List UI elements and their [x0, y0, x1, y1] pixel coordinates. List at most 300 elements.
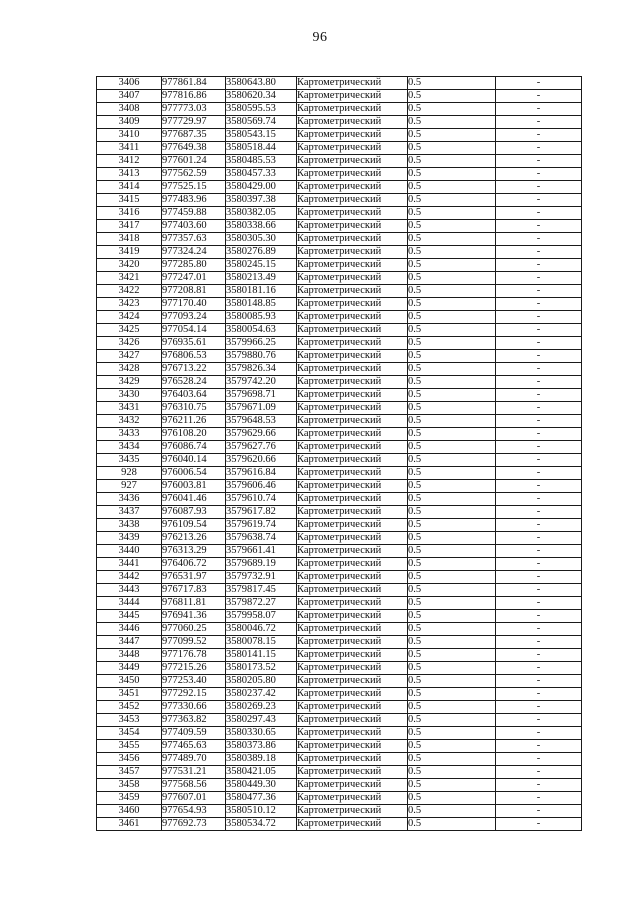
y-coordinate-cell: 3579698.71 [226, 389, 297, 402]
table-row [97, 792, 582, 805]
x-coordinate-cell: 976310.75 [162, 402, 226, 415]
table-row [97, 155, 582, 168]
note-cell: - [496, 259, 582, 272]
table-row [97, 636, 582, 649]
note-cell: - [496, 311, 582, 324]
accuracy-cell: 0.5 [408, 714, 496, 727]
page-number: 96 [312, 30, 328, 45]
point-number-cell: 3412 [97, 155, 162, 168]
point-number-cell: 3456 [97, 753, 162, 766]
point-number-cell: 3449 [97, 662, 162, 675]
note-cell: - [496, 688, 582, 701]
accuracy-cell: 0.5 [408, 493, 496, 506]
y-coordinate-cell: 3579742.20 [226, 376, 297, 389]
note-cell: - [496, 77, 582, 90]
y-coordinate-cell: 3579606.46 [226, 480, 297, 493]
note-cell: - [496, 402, 582, 415]
table-row [97, 623, 582, 636]
table-row [97, 311, 582, 324]
x-coordinate-cell: 976211.26 [162, 415, 226, 428]
point-number-cell: 3415 [97, 194, 162, 207]
coordinates-table [96, 76, 582, 831]
note-cell: - [496, 194, 582, 207]
point-number-cell: 3409 [97, 116, 162, 129]
y-coordinate-cell: 3580141.15 [226, 649, 297, 662]
table-row [97, 675, 582, 688]
method-cell: Картометрический [297, 818, 408, 831]
x-coordinate-cell: 977253.40 [162, 675, 226, 688]
method-cell: Картометрический [297, 441, 408, 454]
y-coordinate-cell: 3580449.30 [226, 779, 297, 792]
x-coordinate-cell: 977215.26 [162, 662, 226, 675]
y-coordinate-cell: 3580620.34 [226, 90, 297, 103]
method-cell: Картометрический [297, 792, 408, 805]
method-cell: Картометрический [297, 714, 408, 727]
note-cell: - [496, 714, 582, 727]
method-cell: Картометрический [297, 77, 408, 90]
y-coordinate-cell: 3579732.91 [226, 571, 297, 584]
note-cell: - [496, 298, 582, 311]
accuracy-cell: 0.5 [408, 610, 496, 623]
y-coordinate-cell: 3579620.66 [226, 454, 297, 467]
x-coordinate-cell: 977568.56 [162, 779, 226, 792]
y-coordinate-cell: 3579617.82 [226, 506, 297, 519]
method-cell: Картометрический [297, 389, 408, 402]
method-cell: Картометрический [297, 259, 408, 272]
table-row [97, 480, 582, 493]
x-coordinate-cell: 977330.66 [162, 701, 226, 714]
table-row [97, 532, 582, 545]
note-cell: - [496, 649, 582, 662]
accuracy-cell: 0.5 [408, 272, 496, 285]
x-coordinate-cell: 977687.35 [162, 129, 226, 142]
y-coordinate-cell: 3580397.38 [226, 194, 297, 207]
method-cell: Картометрический [297, 597, 408, 610]
note-cell: - [496, 220, 582, 233]
accuracy-cell: 0.5 [408, 571, 496, 584]
accuracy-cell: 0.5 [408, 285, 496, 298]
note-cell: - [496, 480, 582, 493]
point-number-cell: 3432 [97, 415, 162, 428]
point-number-cell: 3451 [97, 688, 162, 701]
note-cell: - [496, 441, 582, 454]
y-coordinate-cell: 3580148.85 [226, 298, 297, 311]
note-cell: - [496, 610, 582, 623]
table-row [97, 467, 582, 480]
accuracy-cell: 0.5 [408, 311, 496, 324]
table-row [97, 727, 582, 740]
point-number-cell: 3441 [97, 558, 162, 571]
point-number-cell: 3429 [97, 376, 162, 389]
x-coordinate-cell: 976941.36 [162, 610, 226, 623]
y-coordinate-cell: 3580429.00 [226, 181, 297, 194]
point-number-cell: 3425 [97, 324, 162, 337]
accuracy-cell: 0.5 [408, 636, 496, 649]
x-coordinate-cell: 976811.81 [162, 597, 226, 610]
method-cell: Картометрический [297, 519, 408, 532]
accuracy-cell: 0.5 [408, 818, 496, 831]
table-row [97, 779, 582, 792]
note-cell: - [496, 545, 582, 558]
x-coordinate-cell: 977170.40 [162, 298, 226, 311]
x-coordinate-cell: 977601.24 [162, 155, 226, 168]
x-coordinate-cell: 977324.24 [162, 246, 226, 259]
y-coordinate-cell: 3580078.15 [226, 636, 297, 649]
table-row [97, 324, 582, 337]
point-number-cell: 3410 [97, 129, 162, 142]
point-number-cell: 3457 [97, 766, 162, 779]
accuracy-cell: 0.5 [408, 454, 496, 467]
note-cell: - [496, 727, 582, 740]
point-number-cell: 3418 [97, 233, 162, 246]
method-cell: Картометрический [297, 740, 408, 753]
x-coordinate-cell: 977292.15 [162, 688, 226, 701]
x-coordinate-cell: 977363.82 [162, 714, 226, 727]
y-coordinate-cell: 3580338.66 [226, 220, 297, 233]
table-row [97, 766, 582, 779]
accuracy-cell: 0.5 [408, 233, 496, 246]
point-number-cell: 3406 [97, 77, 162, 90]
note-cell: - [496, 701, 582, 714]
y-coordinate-cell: 3580173.52 [226, 662, 297, 675]
table-row [97, 168, 582, 181]
x-coordinate-cell: 976313.29 [162, 545, 226, 558]
accuracy-cell: 0.5 [408, 90, 496, 103]
accuracy-cell: 0.5 [408, 623, 496, 636]
x-coordinate-cell: 977465.63 [162, 740, 226, 753]
method-cell: Картометрический [297, 766, 408, 779]
method-cell: Картометрический [297, 272, 408, 285]
y-coordinate-cell: 3580595.53 [226, 103, 297, 116]
accuracy-cell: 0.5 [408, 324, 496, 337]
y-coordinate-cell: 3580485.53 [226, 155, 297, 168]
accuracy-cell: 0.5 [408, 155, 496, 168]
method-cell: Картометрический [297, 467, 408, 480]
table-row [97, 129, 582, 142]
y-coordinate-cell: 3580330.65 [226, 727, 297, 740]
y-coordinate-cell: 3580643.80 [226, 77, 297, 90]
table-row [97, 194, 582, 207]
y-coordinate-cell: 3580389.18 [226, 753, 297, 766]
table-row [97, 298, 582, 311]
table-row [97, 116, 582, 129]
y-coordinate-cell: 3580269.23 [226, 701, 297, 714]
x-coordinate-cell: 977176.78 [162, 649, 226, 662]
point-number-cell: 3431 [97, 402, 162, 415]
point-number-cell: 3427 [97, 350, 162, 363]
point-number-cell: 3421 [97, 272, 162, 285]
method-cell: Картометрический [297, 779, 408, 792]
x-coordinate-cell: 977483.96 [162, 194, 226, 207]
x-coordinate-cell: 976406.72 [162, 558, 226, 571]
x-coordinate-cell: 977054.14 [162, 324, 226, 337]
method-cell: Картометрический [297, 168, 408, 181]
note-cell: - [496, 740, 582, 753]
note-cell: - [496, 376, 582, 389]
note-cell: - [496, 454, 582, 467]
accuracy-cell: 0.5 [408, 688, 496, 701]
accuracy-cell: 0.5 [408, 246, 496, 259]
y-coordinate-cell: 3579880.76 [226, 350, 297, 363]
method-cell: Картометрический [297, 116, 408, 129]
x-coordinate-cell: 976806.53 [162, 350, 226, 363]
accuracy-cell: 0.5 [408, 77, 496, 90]
accuracy-cell: 0.5 [408, 350, 496, 363]
point-number-cell: 3414 [97, 181, 162, 194]
y-coordinate-cell: 3580237.42 [226, 688, 297, 701]
y-coordinate-cell: 3579638.74 [226, 532, 297, 545]
y-coordinate-cell: 3580518.44 [226, 142, 297, 155]
table-row [97, 662, 582, 675]
y-coordinate-cell: 3579661.41 [226, 545, 297, 558]
note-cell: - [496, 636, 582, 649]
y-coordinate-cell: 3580297.43 [226, 714, 297, 727]
accuracy-cell: 0.5 [408, 753, 496, 766]
x-coordinate-cell: 977525.15 [162, 181, 226, 194]
table-row [97, 181, 582, 194]
method-cell: Картометрический [297, 181, 408, 194]
method-cell: Картометрический [297, 324, 408, 337]
point-number-cell: 3413 [97, 168, 162, 181]
accuracy-cell: 0.5 [408, 116, 496, 129]
point-number-cell: 3426 [97, 337, 162, 350]
note-cell: - [496, 103, 582, 116]
point-number-cell: 3416 [97, 207, 162, 220]
note-cell: - [496, 493, 582, 506]
x-coordinate-cell: 977247.01 [162, 272, 226, 285]
note-cell: - [496, 389, 582, 402]
note-cell: - [496, 233, 582, 246]
accuracy-cell: 0.5 [408, 207, 496, 220]
y-coordinate-cell: 3580569.74 [226, 116, 297, 129]
point-number-cell: 3437 [97, 506, 162, 519]
accuracy-cell: 0.5 [408, 467, 496, 480]
x-coordinate-cell: 976528.24 [162, 376, 226, 389]
table-row [97, 558, 582, 571]
table-row [97, 454, 582, 467]
x-coordinate-cell: 977649.38 [162, 142, 226, 155]
table-row [97, 610, 582, 623]
note-cell: - [496, 246, 582, 259]
note-cell: - [496, 506, 582, 519]
accuracy-cell: 0.5 [408, 168, 496, 181]
x-coordinate-cell: 977403.60 [162, 220, 226, 233]
y-coordinate-cell: 3580054.63 [226, 324, 297, 337]
accuracy-cell: 0.5 [408, 649, 496, 662]
method-cell: Картометрический [297, 623, 408, 636]
x-coordinate-cell: 976041.46 [162, 493, 226, 506]
x-coordinate-cell: 977093.24 [162, 311, 226, 324]
accuracy-cell: 0.5 [408, 415, 496, 428]
method-cell: Картометрический [297, 194, 408, 207]
point-number-cell: 3444 [97, 597, 162, 610]
accuracy-cell: 0.5 [408, 532, 496, 545]
x-coordinate-cell: 977060.25 [162, 623, 226, 636]
method-cell: Картометрический [297, 428, 408, 441]
y-coordinate-cell: 3580457.33 [226, 168, 297, 181]
point-number-cell: 3430 [97, 389, 162, 402]
table-row [97, 90, 582, 103]
method-cell: Картометрический [297, 610, 408, 623]
x-coordinate-cell: 977099.52 [162, 636, 226, 649]
y-coordinate-cell: 3579627.76 [226, 441, 297, 454]
method-cell: Картометрический [297, 155, 408, 168]
method-cell: Картометрический [297, 675, 408, 688]
accuracy-cell: 0.5 [408, 441, 496, 454]
method-cell: Картометрический [297, 350, 408, 363]
accuracy-cell: 0.5 [408, 675, 496, 688]
y-coordinate-cell: 3579826.34 [226, 363, 297, 376]
x-coordinate-cell: 976935.61 [162, 337, 226, 350]
table-row [97, 363, 582, 376]
accuracy-cell: 0.5 [408, 727, 496, 740]
point-number-cell: 928 [97, 467, 162, 480]
note-cell: - [496, 662, 582, 675]
note-cell: - [496, 597, 582, 610]
method-cell: Картометрический [297, 480, 408, 493]
y-coordinate-cell: 3579817.45 [226, 584, 297, 597]
table-row [97, 688, 582, 701]
note-cell: - [496, 675, 582, 688]
y-coordinate-cell: 3580421.05 [226, 766, 297, 779]
note-cell: - [496, 792, 582, 805]
method-cell: Картометрический [297, 727, 408, 740]
method-cell: Картометрический [297, 207, 408, 220]
point-number-cell: 3434 [97, 441, 162, 454]
x-coordinate-cell: 977489.70 [162, 753, 226, 766]
accuracy-cell: 0.5 [408, 662, 496, 675]
point-number-cell: 3440 [97, 545, 162, 558]
accuracy-cell: 0.5 [408, 506, 496, 519]
accuracy-cell: 0.5 [408, 792, 496, 805]
x-coordinate-cell: 976713.22 [162, 363, 226, 376]
point-number-cell: 3452 [97, 701, 162, 714]
point-number-cell: 3459 [97, 792, 162, 805]
point-number-cell: 3422 [97, 285, 162, 298]
table-row [97, 584, 582, 597]
method-cell: Картометрический [297, 506, 408, 519]
method-cell: Картометрический [297, 246, 408, 259]
x-coordinate-cell: 977459.88 [162, 207, 226, 220]
note-cell: - [496, 558, 582, 571]
y-coordinate-cell: 3579648.53 [226, 415, 297, 428]
x-coordinate-cell: 976403.64 [162, 389, 226, 402]
point-number-cell: 3447 [97, 636, 162, 649]
y-coordinate-cell: 3580276.89 [226, 246, 297, 259]
method-cell: Картометрический [297, 376, 408, 389]
method-cell: Картометрический [297, 298, 408, 311]
method-cell: Картометрический [297, 805, 408, 818]
accuracy-cell: 0.5 [408, 220, 496, 233]
table-row [97, 77, 582, 90]
accuracy-cell: 0.5 [408, 389, 496, 402]
y-coordinate-cell: 3580213.49 [226, 272, 297, 285]
y-coordinate-cell: 3580046.72 [226, 623, 297, 636]
note-cell: - [496, 90, 582, 103]
accuracy-cell: 0.5 [408, 142, 496, 155]
x-coordinate-cell: 977773.03 [162, 103, 226, 116]
note-cell: - [496, 779, 582, 792]
method-cell: Картометрический [297, 701, 408, 714]
note-cell: - [496, 155, 582, 168]
point-number-cell: 3411 [97, 142, 162, 155]
note-cell: - [496, 415, 582, 428]
method-cell: Картометрический [297, 493, 408, 506]
table-row [97, 519, 582, 532]
point-number-cell: 3450 [97, 675, 162, 688]
note-cell: - [496, 337, 582, 350]
x-coordinate-cell: 977729.97 [162, 116, 226, 129]
point-number-cell: 3453 [97, 714, 162, 727]
y-coordinate-cell: 3580534.72 [226, 818, 297, 831]
table-row [97, 597, 582, 610]
y-coordinate-cell: 3580373.86 [226, 740, 297, 753]
x-coordinate-cell: 977409.59 [162, 727, 226, 740]
point-number-cell: 3443 [97, 584, 162, 597]
method-cell: Картометрический [297, 363, 408, 376]
x-coordinate-cell: 977285.80 [162, 259, 226, 272]
accuracy-cell: 0.5 [408, 558, 496, 571]
method-cell: Картометрический [297, 220, 408, 233]
method-cell: Картометрический [297, 402, 408, 415]
method-cell: Картометрический [297, 636, 408, 649]
y-coordinate-cell: 3580205.80 [226, 675, 297, 688]
accuracy-cell: 0.5 [408, 766, 496, 779]
point-number-cell: 3408 [97, 103, 162, 116]
table-row [97, 714, 582, 727]
y-coordinate-cell: 3580382.05 [226, 207, 297, 220]
method-cell: Картометрический [297, 662, 408, 675]
y-coordinate-cell: 3579610.74 [226, 493, 297, 506]
method-cell: Картометрический [297, 142, 408, 155]
accuracy-cell: 0.5 [408, 545, 496, 558]
accuracy-cell: 0.5 [408, 194, 496, 207]
table-row [97, 701, 582, 714]
note-cell: - [496, 623, 582, 636]
y-coordinate-cell: 3580245.15 [226, 259, 297, 272]
note-cell: - [496, 519, 582, 532]
point-number-cell: 3438 [97, 519, 162, 532]
x-coordinate-cell: 977607.01 [162, 792, 226, 805]
accuracy-cell: 0.5 [408, 298, 496, 311]
method-cell: Картометрический [297, 90, 408, 103]
method-cell: Картометрический [297, 753, 408, 766]
note-cell: - [496, 116, 582, 129]
note-cell: - [496, 805, 582, 818]
accuracy-cell: 0.5 [408, 519, 496, 532]
accuracy-cell: 0.5 [408, 259, 496, 272]
point-number-cell: 3419 [97, 246, 162, 259]
table-row [97, 233, 582, 246]
table-row [97, 103, 582, 116]
x-coordinate-cell: 977692.73 [162, 818, 226, 831]
method-cell: Картометрический [297, 103, 408, 116]
table-row [97, 545, 582, 558]
x-coordinate-cell: 976109.54 [162, 519, 226, 532]
note-cell: - [496, 168, 582, 181]
y-coordinate-cell: 3580543.15 [226, 129, 297, 142]
table-row [97, 493, 582, 506]
y-coordinate-cell: 3580085.93 [226, 311, 297, 324]
y-coordinate-cell: 3579872.27 [226, 597, 297, 610]
note-cell: - [496, 181, 582, 194]
accuracy-cell: 0.5 [408, 480, 496, 493]
x-coordinate-cell: 977357.63 [162, 233, 226, 246]
y-coordinate-cell: 3580510.12 [226, 805, 297, 818]
method-cell: Картометрический [297, 311, 408, 324]
x-coordinate-cell: 977861.84 [162, 77, 226, 90]
accuracy-cell: 0.5 [408, 428, 496, 441]
